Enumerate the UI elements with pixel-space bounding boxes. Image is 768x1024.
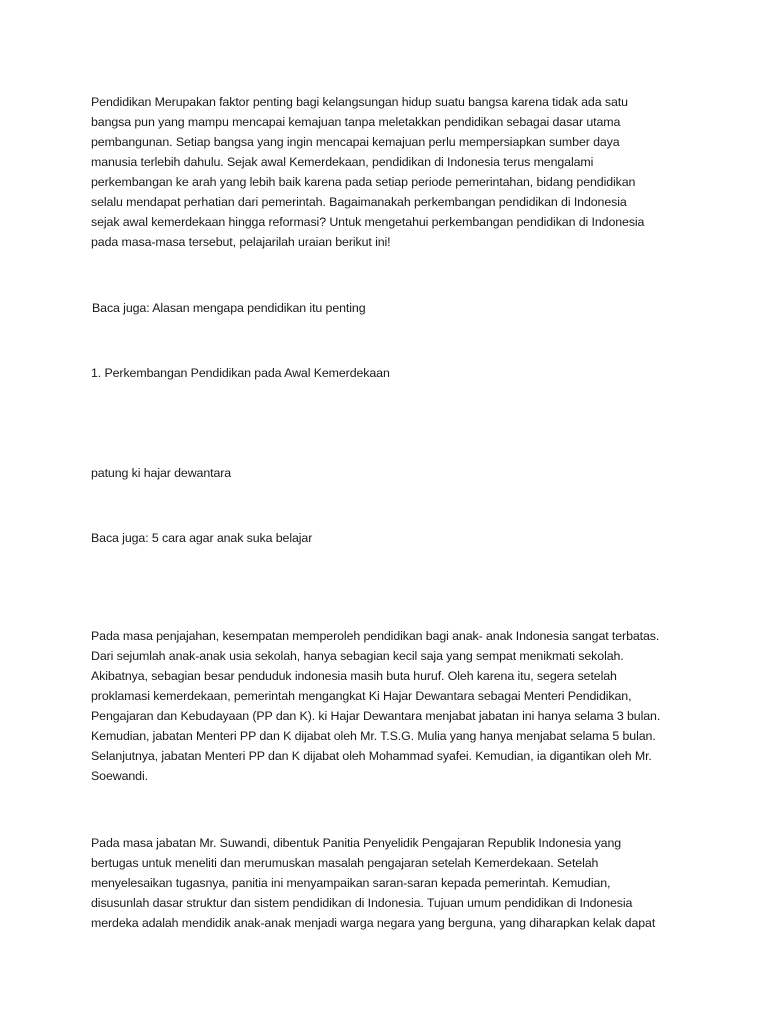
section-heading-text: 1. Perkembangan Pendidikan pada Awal Kemerdekaan — [91, 366, 390, 380]
see-also-link — [91, 528, 691, 548]
paragraph-line: disusunlah dasar struktur dan sistem pendidikan di Indonesia. Tujuan umum pendidikan di Indonesia — [91, 896, 633, 910]
image-caption-text: patung ki hajar dewantara — [91, 466, 232, 480]
paragraph-line: perkembangan ke arah yang lebih baik karena pada setiap periode pemerintahan, bidang pendidikan — [91, 175, 636, 189]
paragraph-line: selalu mendapat perhatian dari pemerintah. Bagaimanakah perkembangan pendidikan di Indonesia — [91, 195, 627, 209]
body-paragraph — [91, 626, 691, 786]
paragraph-line: menyelesaikan tugasnya, panitia ini menyampaikan saran-saran kepada pemerintah. Kemudian, — [91, 876, 611, 890]
paragraph-line: Pendidikan Merupakan faktor penting bagi kelangsungan hidup suatu bangsa karena tidak ada satu — [91, 95, 628, 109]
paragraph-line: Kemudian, jabatan Menteri PP dan K dijabat oleh Mr. T.S.G. Mulia yang hanya menjabat selama 5 bulan. — [91, 729, 656, 743]
paragraph-line: sejak awal kemerdekaan hingga reformasi? Untuk mengetahui perkembangan pendidikan di Indonesia — [91, 215, 645, 229]
paragraph-line: merdeka adalah mendidik anak-anak menjadi warga negara yang berguna, yang diharapkan kelak dapat — [91, 916, 656, 930]
paragraph-line: Akibatnya, sebagian besar penduduk indonesia masih buta huruf. Oleh karena itu, segera setelah — [91, 669, 617, 683]
paragraph-line: Dari sejumlah anak-anak usia sekolah, hanya sebagian kecil saja yang sempat menikmati sekolah. — [91, 649, 624, 663]
paragraph-line: pada masa-masa tersebut, pelajarilah uraian berikut ini! — [91, 235, 391, 249]
paragraph-line: bangsa pun yang mampu mencapai kemajuan tanpa meletakkan pendidikan sebagai dasar utama — [91, 115, 621, 129]
paragraph-line: Soewandi. — [91, 769, 148, 783]
see-also-text: Baca juga: 5 cara agar anak suka belajar — [91, 531, 313, 545]
paragraph-line: Pengajaran dan Kebudayaan (PP dan K). ki Hajar Dewantara menjabat jabatan ini hanya selama 3 bulan. — [91, 709, 661, 723]
paragraph-line: pembangunan. Setiap bangsa yang ingin mencapai kemajuan perlu mempersiapkan sumber daya — [91, 135, 620, 149]
section-heading — [91, 363, 691, 383]
body-paragraph — [91, 833, 691, 933]
see-also-text: Baca juga: Alasan mengapa pendidikan itu penting — [92, 301, 366, 315]
intro-paragraph — [91, 92, 691, 252]
paragraph-line: manusia terlebih dahulu. Sejak awal Kemerdekaan, pendidikan di Indonesia terus mengalami — [91, 155, 594, 169]
paragraph-line: Pada masa penjajahan, kesempatan memperoleh pendidikan bagi anak- anak Indonesia sangat terbatas. — [91, 629, 660, 643]
image-caption — [91, 463, 691, 483]
paragraph-line: Pada masa jabatan Mr. Suwandi, dibentuk Panitia Penyelidik Pengajaran Republik Indonesia yang — [91, 836, 622, 850]
paragraph-line: Selanjutnya, jabatan Menteri PP dan K dijabat oleh Mohammad syafei. Kemudian, ia digantikan oleh Mr. — [91, 749, 652, 763]
see-also-link — [92, 298, 692, 318]
paragraph-line: bertugas untuk meneliti dan merumuskan masalah pengajaran setelah Kemerdekaan. Setelah — [91, 856, 599, 870]
paragraph-line: proklamasi kemerdekaan, pemerintah mengangkat Ki Hajar Dewantara sebagai Menteri Pendidikan, — [91, 689, 632, 703]
